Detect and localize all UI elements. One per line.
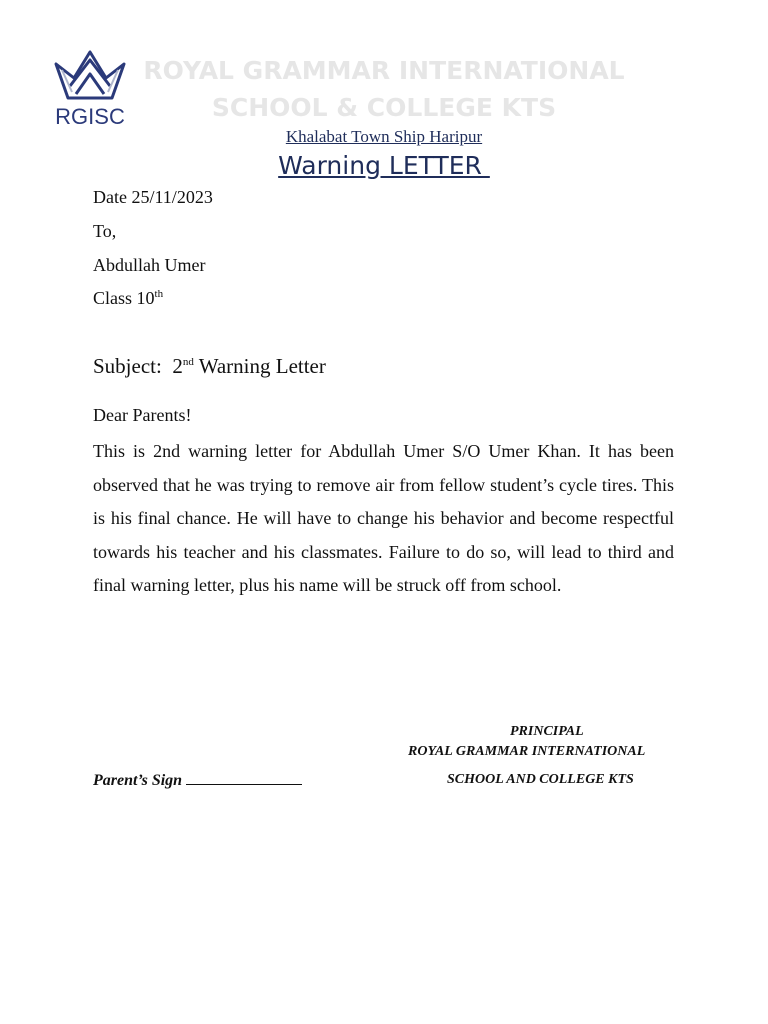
subject-superscript: nd [182, 356, 194, 368]
class-text: Class 10 [93, 288, 155, 308]
recipient-to: To, [93, 221, 117, 241]
letter-body: This is 2nd warning letter for Abdullah Umer S/O Umer Khan. It has been observed that he was trying to remove air from fellow student’s cycle tires. This is his final chance. He will have to change his behavior and become respectful towards his teacher and his classmates. Failure to do so, will lead to third and final warning letter, plus his name will be struck off from school. [93, 441, 674, 595]
letter-subject [93, 354, 326, 379]
principal-title: PRINCIPAL [510, 724, 584, 739]
school-name-line2: SCHOOL & COLLEGE KTS [211, 93, 557, 122]
letter-title: Warning LETTER [278, 151, 490, 180]
parent-sign-label: Parent’s Sign [93, 772, 183, 789]
subject-text: Subject: 2 [93, 354, 183, 378]
class-superscript: th [154, 288, 164, 300]
letter-date: Date 25/11/2023 [93, 187, 213, 207]
crown-icon [50, 46, 130, 106]
school-address: Khalabat Town Ship Haripur [285, 127, 483, 146]
school-logo [50, 46, 130, 136]
logo-text: RGISC [55, 104, 125, 129]
parent-sign [93, 770, 302, 790]
principal-school-line1: ROYAL GRAMMAR INTERNATIONAL [408, 744, 646, 759]
salutation: Dear Parents! [93, 405, 192, 425]
principal-school-line2: SCHOOL AND COLLEGE KTS [447, 772, 634, 787]
parent-sign-line [186, 770, 302, 785]
recipient-name: Abdullah Umer [93, 255, 206, 275]
school-name-line1: ROYAL GRAMMAR INTERNATIONAL [143, 56, 625, 85]
subject-suffix: Warning Letter [193, 354, 326, 378]
school-name-watermark [120, 52, 648, 126]
recipient-class [93, 288, 163, 309]
